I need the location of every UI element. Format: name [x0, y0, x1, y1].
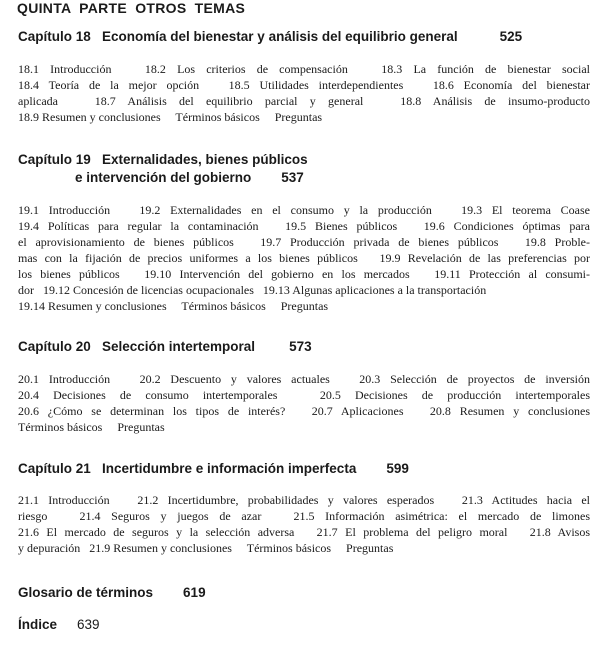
section-line: el aprovisionamiento de bienes públicos 19.7 Producción privada de bienes públicos 19.8 Proble-: [18, 235, 590, 249]
index-heading[interactable]: [18, 617, 100, 632]
chapter-21-heading[interactable]: [18, 461, 409, 476]
chapter-title-cont: e intervención del gobierno: [75, 170, 252, 185]
glossary-page: 619: [183, 585, 206, 600]
section-line: mas con la fijación de precios uniformes a los bienes públicos 19.9 Revelación de las preferencias por: [18, 251, 590, 265]
chapter-page: 599: [386, 461, 409, 476]
section-line: 20.6 ¿Cómo se determinan los tipos de interés? 20.7 Aplicaciones 20.8 Resumen y conclusiones: [18, 404, 590, 418]
section-line: 20.4 Decisiones de consumo intertemporales 20.5 Decisiones de producción intertemporales: [18, 388, 590, 402]
index-title: Índice: [18, 617, 58, 632]
chapter-19-sections: [18, 202, 590, 314]
section-line: dor 19.12 Concesión de licencias ocupacionales 19.13 Algunas aplicaciones a la transportación: [18, 283, 487, 297]
chapter-19-heading[interactable]: [18, 152, 308, 167]
section-line: 18.4 Teoría de la mejor opción 18.5 Utilidades interdependientes 18.6 Economía del bienestar: [18, 78, 590, 92]
glossary-title: Glosario de términos: [18, 585, 154, 600]
section-line: 20.1 Introducción 20.2 Descuento y valores actuales 20.3 Selección de proyectos de inversión: [18, 372, 590, 386]
chapter-page: 573: [289, 339, 312, 354]
chapter-title: Capítulo 20 Selección intertemporal: [18, 339, 256, 354]
chapter-title: Capítulo 21 Incertidumbre e información imperfecta: [18, 461, 357, 476]
chapter-21-sections: [18, 492, 590, 556]
section-line: los bienes públicos 19.10 Intervención del gobierno en los mercados 19.11 Protección al consumi-: [18, 267, 590, 281]
chapter-page: 537: [281, 170, 304, 185]
section-line: 18.9 Resumen y conclusiones Términos básicos Preguntas: [18, 110, 323, 124]
section-line: aplicada 18.7 Análisis del equilibrio parcial y general 18.8 Análisis de insumo-producto: [18, 94, 590, 108]
section-line: y depuración 21.9 Resumen y conclusiones Términos básicos Preguntas: [18, 541, 394, 555]
chapter-20-heading[interactable]: [18, 339, 312, 354]
section-line: 19.1 Introducción 19.2 Externalidades en el consumo y la producción 19.3 El teorema Coase: [18, 203, 590, 217]
chapter-page: 525: [499, 29, 523, 44]
chapter-18-heading[interactable]: [18, 29, 522, 44]
chapter-20-sections: [18, 371, 590, 435]
section-line: 19.14 Resumen y conclusiones Términos básicos Preguntas: [18, 299, 329, 313]
section-line: riesgo 21.4 Seguros y juegos de azar 21.5 Información asimétrica: el mercado de limones: [18, 509, 590, 523]
section-line: Términos básicos Preguntas: [18, 420, 165, 434]
chapter-19-heading-line2[interactable]: [75, 170, 304, 185]
part-title: QUINTA PARTE OTROS TEMAS: [17, 0, 246, 16]
section-line: 21.1 Introducción 21.2 Incertidumbre, probabilidades y valores esperados 21.3 Actitudes hacia el: [18, 493, 590, 507]
chapter-title: Capítulo 19 Externalidades, bienes públicos: [18, 152, 308, 167]
chapter-title: Capítulo 18 Economía del bienestar y análisis del equilibrio general: [18, 29, 458, 44]
section-line: 19.4 Políticas para regular la contaminación 19.5 Bienes públicos 19.6 Condiciones óptimas para: [18, 219, 590, 233]
section-line: 21.6 El mercado de seguros y la selección adversa 21.7 El problema del peligro moral 21.8 Avisos: [18, 525, 590, 539]
chapter-18-sections: [18, 61, 590, 125]
index-page: 639: [77, 617, 100, 632]
glossary-heading[interactable]: [18, 585, 206, 600]
section-line: 18.1 Introducción 18.2 Los criterios de compensación 18.3 La función de bienestar social: [18, 62, 590, 76]
